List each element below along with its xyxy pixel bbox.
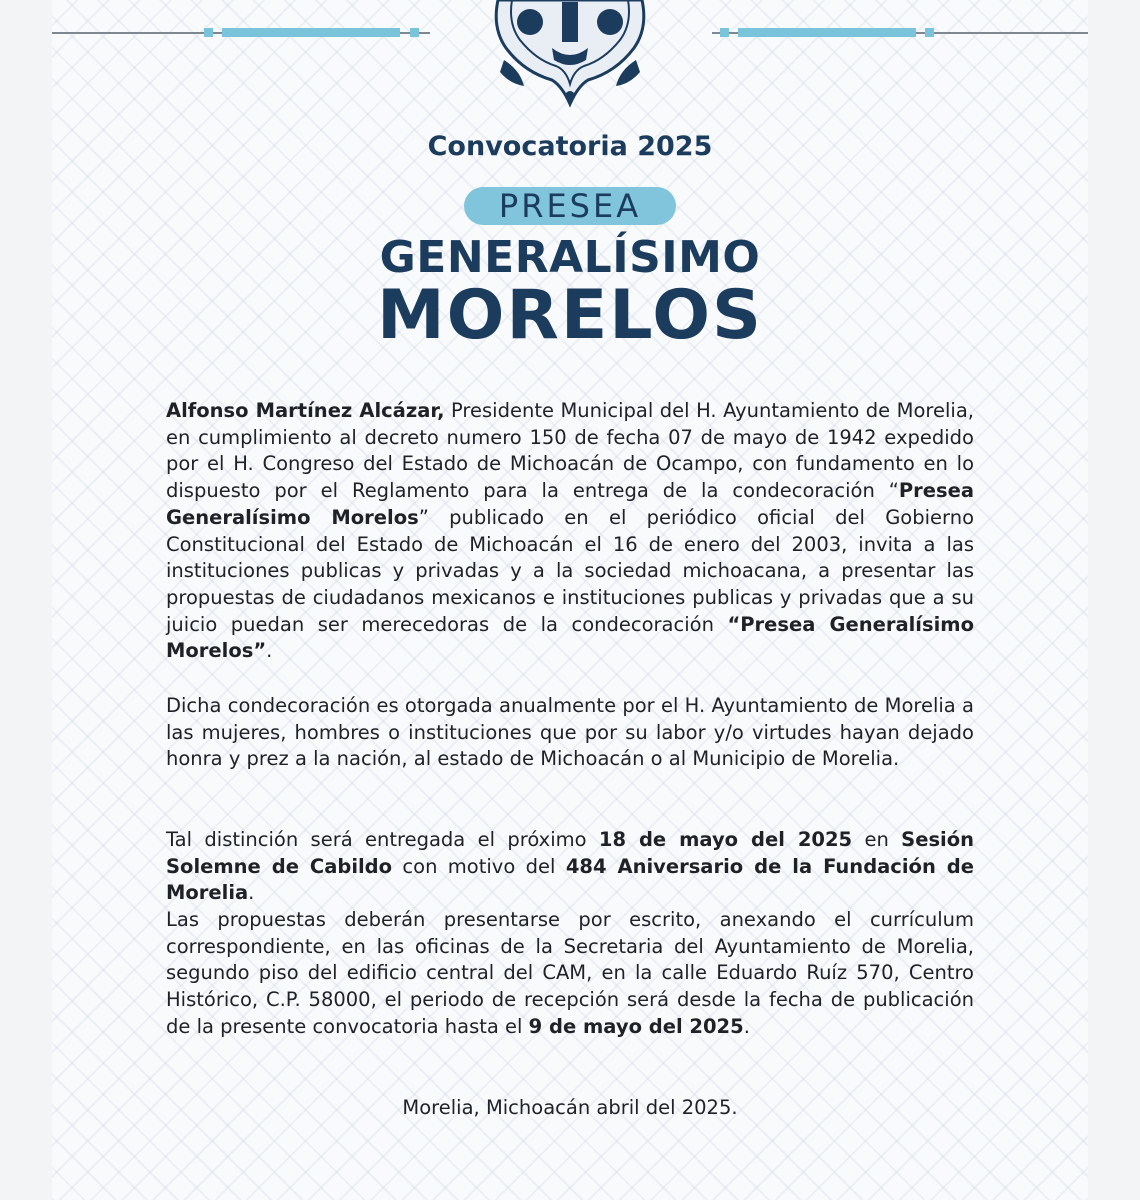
convocatoria-heading: Convocatoria 2025 — [427, 131, 713, 162]
title-line-generalisimo: GENERALÍSIMO — [379, 232, 761, 283]
rule-square — [925, 28, 934, 37]
ceremony-date: 18 de mayo del 2025 — [598, 828, 853, 851]
text-span: en — [852, 828, 902, 851]
paragraph-description — [166, 693, 974, 773]
ceremony-session: Sesión Solemne de Cabildo — [166, 828, 975, 878]
paragraph-invitation — [166, 398, 974, 665]
text-span: ” publicado en el periódico oficial del Gobierno Constitucional del Estado de Michoacán el 16 de enero del 2003, invita a las instituciones publicas y privadas y a la sociedad michoacana, a presentar las propuestas de ciudadanos mexicanos e instituciones publicas y privadas que a su juicio puedan ser merecedoras de la condecoración — [166, 505, 974, 636]
text-span: . — [266, 639, 273, 663]
document-sheet — [52, 0, 1088, 1200]
text-span: . — [743, 1014, 750, 1038]
paragraph-ceremony — [166, 827, 974, 907]
award-name-bold: Presea Generalísimo Morelos — [166, 479, 974, 529]
text-span: . — [248, 881, 255, 905]
rule-accent-left — [222, 28, 400, 37]
closing-place-date: Morelia, Michoacán abril del 2025. — [402, 1096, 738, 1119]
rule-accent-right — [738, 28, 916, 37]
description-text: Dicha condecoración es otorgada anualmente por el H. Ayuntamiento de Morelia a las mujeres, hombres o instituciones que por su labor y/o virtudes hayan dejado honra y prez a la nación, al estado de Michoacán o al Municipio de Morelia. — [166, 694, 974, 771]
presea-badge: PRESEA — [464, 187, 676, 225]
award-name-bold: “Presea Generalísimo Morelos” — [166, 612, 974, 663]
text-span: Tal distinción será entregada el próximo — [166, 828, 599, 851]
text-span: Presidente Municipal del H. Ayuntamiento de Morelia, en cumplimiento al decreto numero 150 de fecha 07 de mayo de 1942 expedido por el H. Congreso del Estado de Michoacán de Ocampo, con fundamento en lo dispuesto por el Reglamento para la entrega de la condecoración “ — [166, 399, 974, 503]
rule-square — [204, 28, 213, 37]
title-line-morelos: MORELOS — [377, 276, 763, 355]
rule-square — [720, 28, 729, 37]
text-span: Las propuestas deberán presentarse por escrito, anexando el currículum correspondiente, en las oficinas de la Secretaria del Ayuntamiento de Morelia, segundo piso del edificio central del CAM, en la calle Eduardo Ruíz 570, Centro Histórico, C.P. 58000, el periodo de recepción será desde la fecha de publicación de la presente convocatoria hasta el — [166, 908, 974, 1038]
rule-square — [410, 28, 419, 37]
anniversary-text: 484 Aniversario de la Fundación de Morelia — [166, 854, 974, 905]
president-name: Alfonso Martínez Alcázar, — [166, 399, 445, 422]
paragraph-submission — [166, 907, 974, 1041]
text-span: con motivo del — [392, 854, 566, 878]
morelia-coat-of-arms-icon — [490, 0, 650, 108]
deadline-date: 9 de mayo del 2025 — [528, 1014, 744, 1038]
